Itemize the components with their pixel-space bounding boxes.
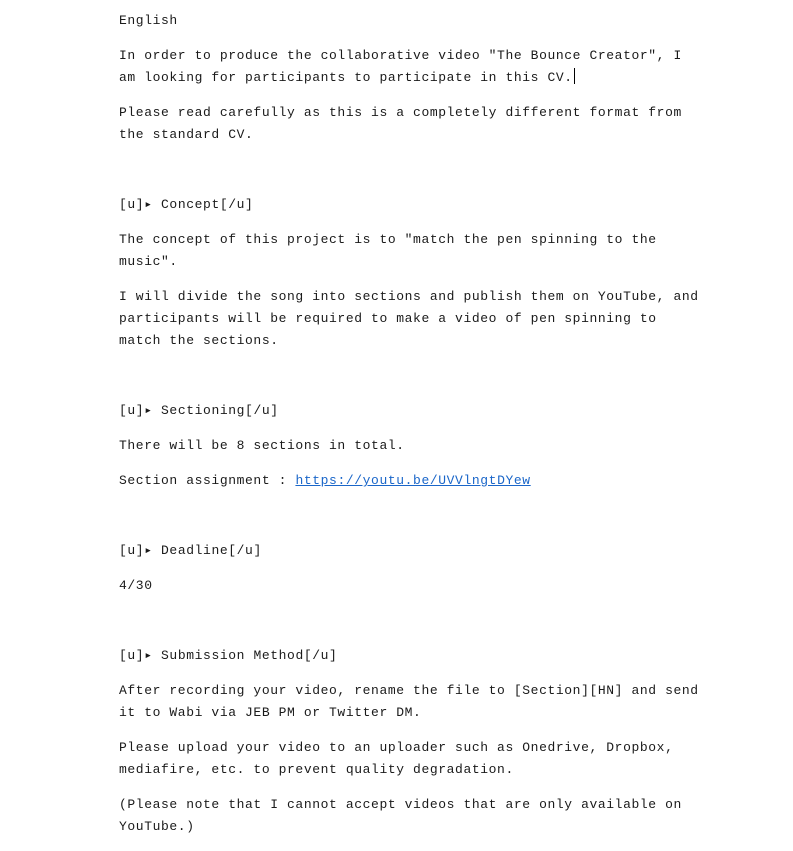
concept-details: I will divide the song into sections and publish them on YouTube, and participants will be required to make a video of pen spinning to match the sections. [119, 289, 708, 348]
spacer [119, 610, 699, 645]
sectioning-heading: [u]▸ Sectioning[/u] [119, 403, 279, 418]
concept-paragraph: The concept of this project is to "match the pen spinning to the music". [119, 232, 666, 269]
document-body [119, 10, 708, 851]
deadline-heading: [u]▸ Deadline[/u] [119, 543, 262, 558]
sectioning-paragraph: There will be 8 sections in total. [119, 438, 405, 453]
section-assignment [119, 470, 699, 492]
concept-heading: [u]▸ Concept[/u] [119, 197, 254, 212]
text-cursor [574, 68, 575, 84]
spacer [119, 505, 699, 540]
spacer [119, 365, 699, 400]
deadline-date: 4/30 [119, 578, 153, 593]
submission-paragraph: After recording your video, rename the file to [Section][HN] and send it to Wabi via JEB PM or Twitter DM. [119, 683, 708, 720]
submission-youtube-note: (Please note that I cannot accept videos that are only available on YouTube.) [119, 797, 691, 834]
section-assignment-link[interactable]: https://youtu.be/UVVlngtDYew [295, 473, 531, 488]
intro-note: Please read carefully as this is a completely different format from the standard CV. [119, 105, 691, 142]
intro-paragraph[interactable] [119, 45, 699, 89]
submission-heading: [u]▸ Submission Method[/u] [119, 648, 338, 663]
intro-text: In order to produce the collaborative video "The Bounce Creator", I am looking for participants to participate in this CV. [119, 48, 691, 85]
spacer [119, 159, 699, 194]
language-label: English [119, 13, 178, 28]
submission-upload-note: Please upload your video to an uploader such as Onedrive, Dropbox, mediafire, etc. to prevent quality degradation. [119, 740, 682, 777]
section-assignment-label: Section assignment : [119, 473, 296, 488]
